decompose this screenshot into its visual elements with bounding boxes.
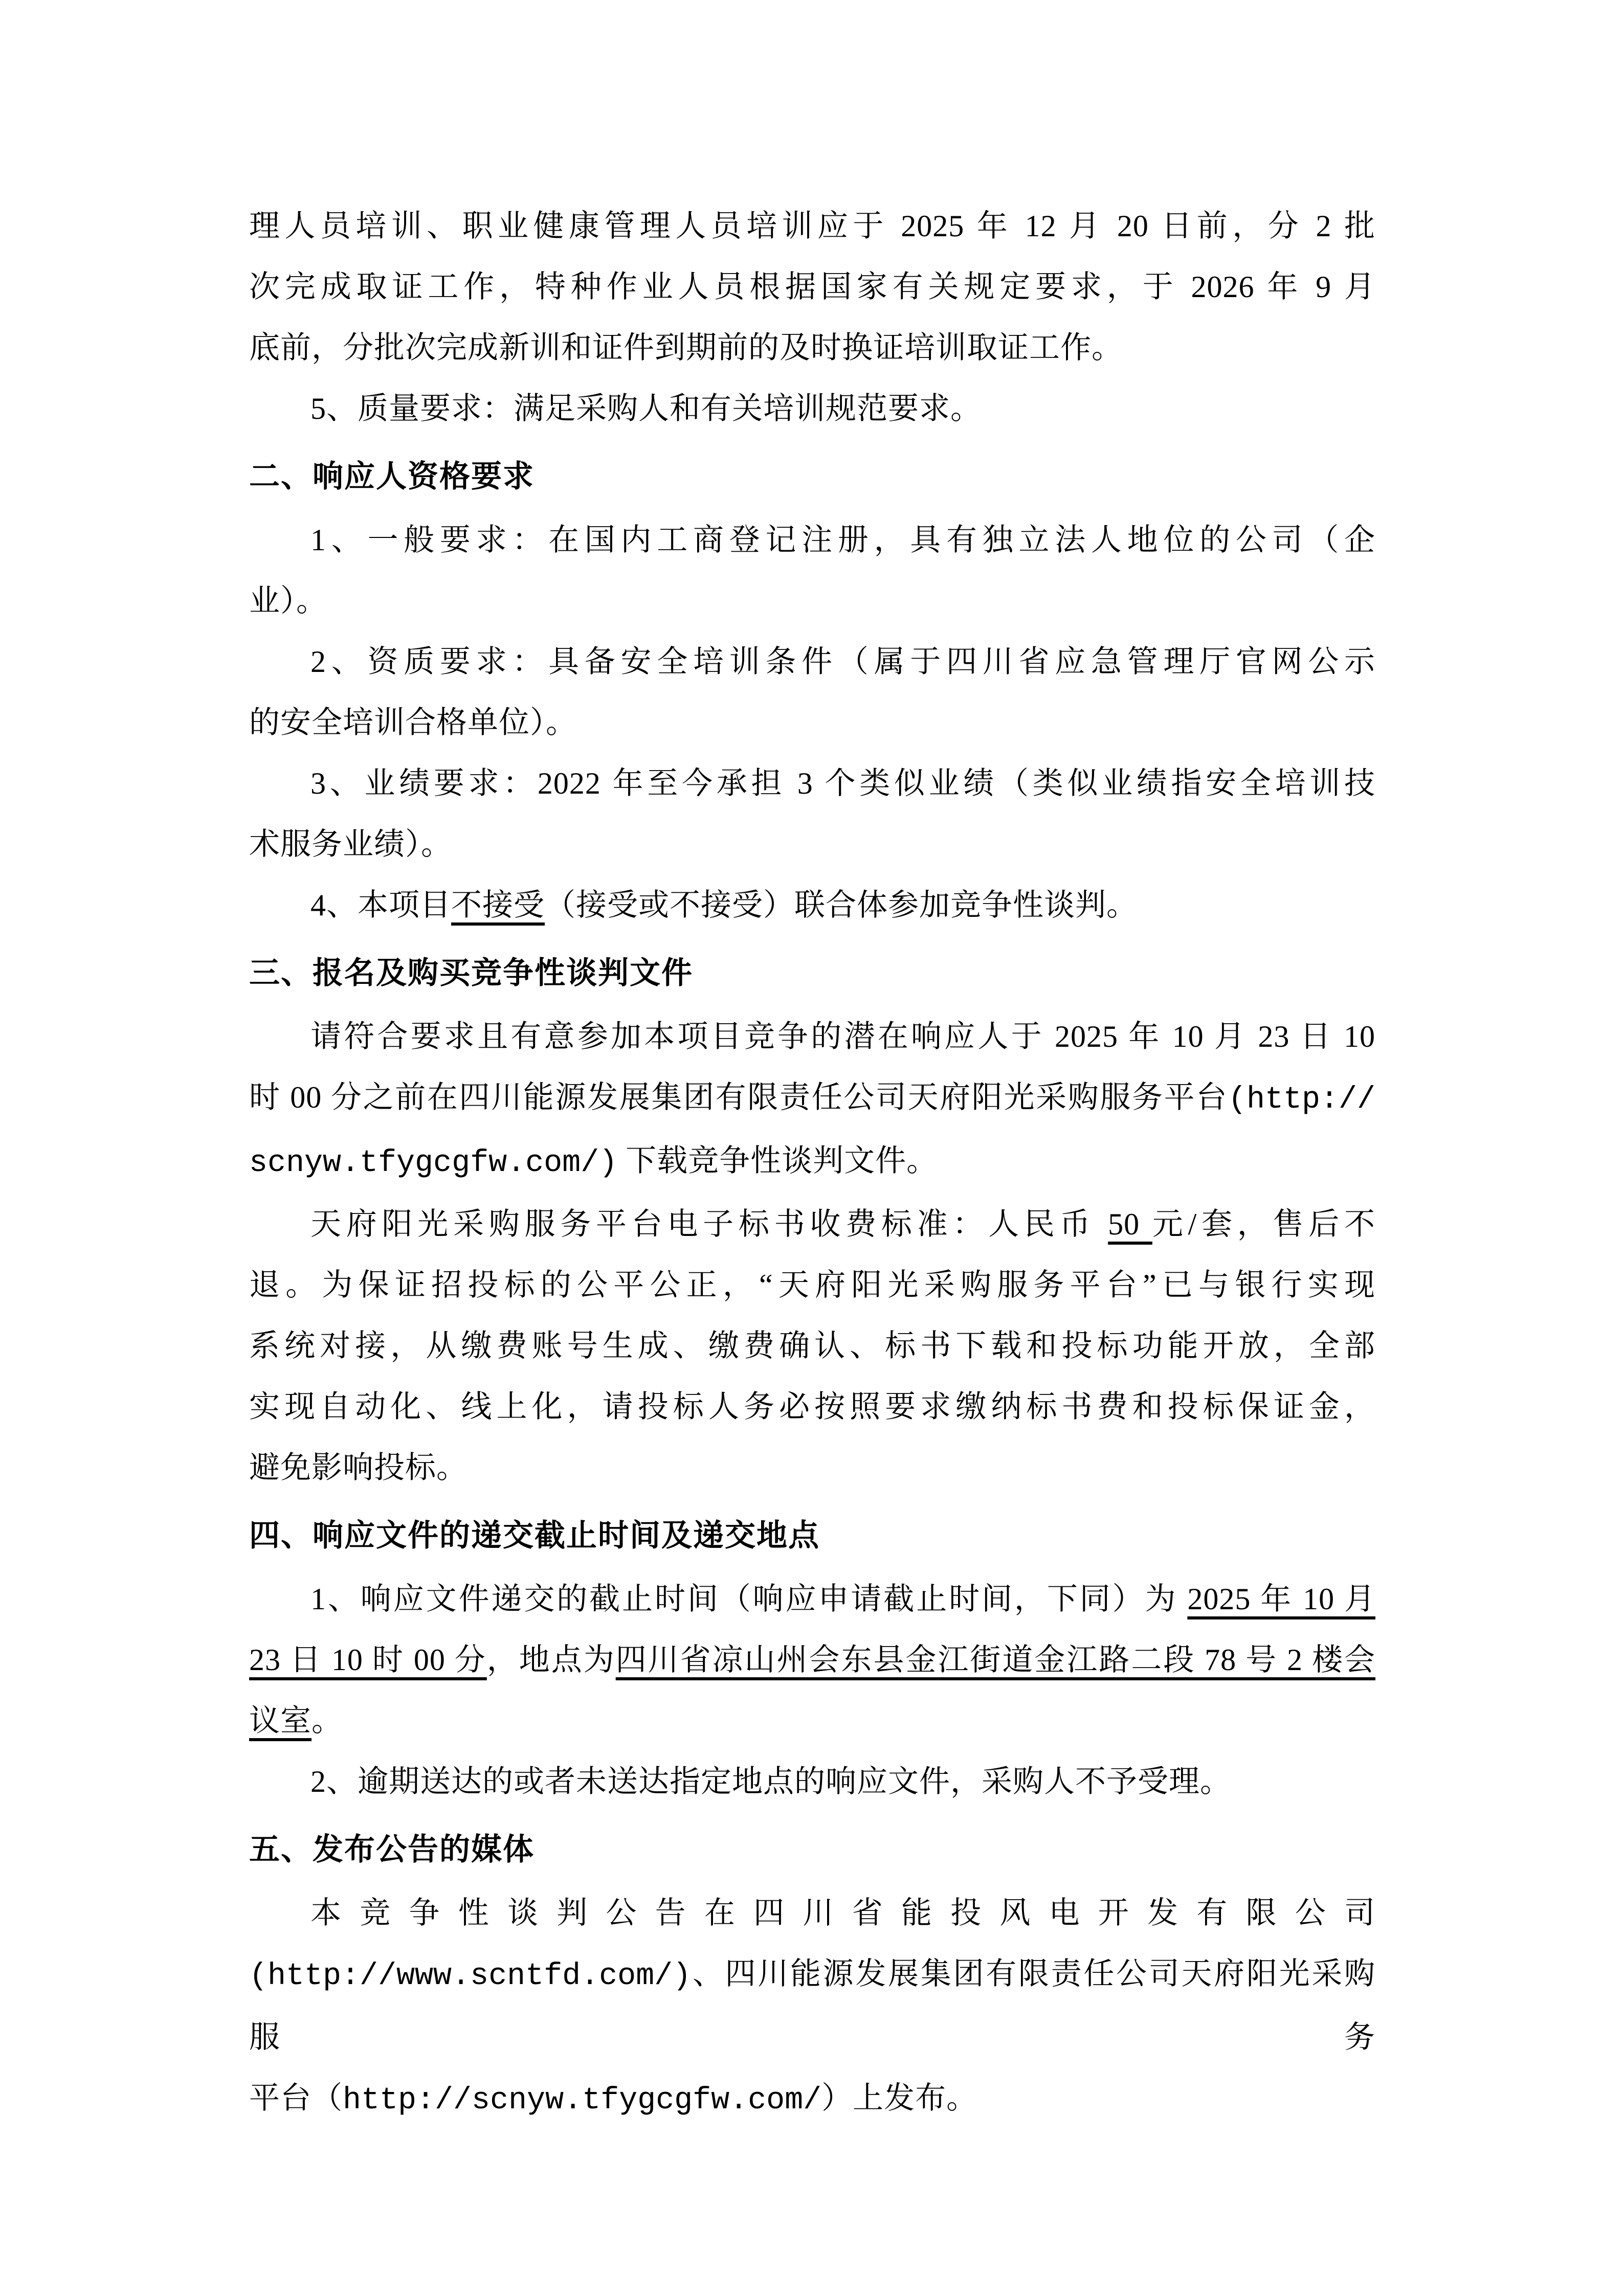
url-text: http://scnyw.tfygcgfw.com/ [343, 2083, 822, 2118]
text-segment: ）上发布。 [821, 2081, 978, 2115]
underlined-text: 23 日 10 时 00 分 [249, 1643, 487, 1677]
text-segment: 4、本项目 [310, 888, 451, 922]
text-segment: ，地点为 [486, 1643, 616, 1677]
section-heading: 三、报名及购买竞争性谈判文件 [249, 956, 693, 990]
url-text: (http:// [1228, 1083, 1375, 1117]
text-segment: 退。为保证招投标的公平公正，“天府阳光采购服务平台”已与银行实现 [249, 1268, 1375, 1302]
text-segment: 本竞争性谈判公告在四川省能投风电开发有限公司 [310, 1896, 1375, 1930]
text-line [249, 1131, 1375, 1194]
text-segment: 5、质量要求：满足采购人和有关培训规范要求。 [310, 392, 982, 425]
text-line [249, 632, 1375, 692]
underlined-text: 四川省凉山州会东县金江街道金江路二段 78 号 2 楼会 [615, 1643, 1376, 1677]
text-segment: 系统对接，从缴费账号生成、缴费确认、标书下载和投标功能开放，全部 [249, 1329, 1375, 1363]
text-line [249, 1751, 1375, 1812]
text-line [249, 510, 1375, 571]
text-line [249, 1194, 1375, 1255]
text-segment: 次完成取证工作，特种作业人员根据国家有关规定要求，于 2026 年 9 月 [249, 270, 1375, 304]
underlined-text: 不接受 [451, 888, 545, 922]
text-line [249, 1255, 1375, 1316]
text-segment: 请符合要求且有意参加本项目竞争的潜在响应人于 2025 年 10 月 23 日 10 [310, 1020, 1375, 1053]
text-line [249, 692, 1375, 753]
document-body [249, 196, 1375, 2131]
text-line [249, 1630, 1375, 1691]
text-segment: 2、逾期送达的或者未送达指定地点的响应文件，采购人不予受理。 [310, 1765, 1231, 1798]
text-line [249, 1569, 1375, 1630]
text-segment: 。 [312, 1704, 343, 1738]
text-segment: 业）。 [249, 584, 327, 618]
url-text: scnyw.tfygcgfw.com/) [249, 1146, 618, 1181]
underlined-text: 2025 年 10 月 [1187, 1582, 1375, 1616]
text-segment: 平台（ [249, 2081, 343, 2115]
url-text: (http://www.scntfd.com/) [249, 1959, 692, 1994]
text-segment: 元/套，售后不 [1152, 1207, 1376, 1241]
text-segment: 1、一般要求：在国内工商登记注册，具有独立法人地位的公司（企 [310, 523, 1375, 557]
text-line [249, 753, 1375, 814]
text-line [249, 378, 1375, 439]
text-segment: 天府阳光采购服务平台电子标书收费标准：人民币 [310, 1207, 1108, 1241]
text-segment: 术服务业绩）。 [249, 827, 452, 861]
section-heading: 五、发布公告的媒体 [249, 1833, 535, 1866]
text-line [249, 875, 1375, 936]
text-segment: 理人员培训、职业健康管理人员培训应于 2025 年 12 月 20 日前，分 2 批 [249, 209, 1375, 243]
text-segment: 避免影响投标。 [249, 1451, 468, 1484]
text-line [249, 571, 1375, 632]
text-line [249, 1067, 1375, 1131]
text-segment: 3、业绩要求：2022 年至今承担 3 个类似业绩（类似业绩指安全培训技 [310, 767, 1375, 800]
text-segment: 的安全培训合格单位）。 [249, 706, 577, 739]
text-segment: 下载竞争性谈判文件。 [617, 1144, 938, 1178]
text-line [249, 318, 1375, 378]
text-line [249, 1944, 1375, 2068]
text-line [249, 1437, 1375, 1498]
section-heading: 二、响应人资格要求 [249, 460, 535, 493]
text-segment: 实现自动化、线上化，请投标人务必按照要求缴纳标书费和投标保证金， [249, 1390, 1375, 1424]
text-line [249, 814, 1375, 875]
text-line [249, 1377, 1375, 1437]
text-segment: （接受或不接受）联合体参加竞争性谈判。 [545, 888, 1138, 922]
text-segment: 底前，分批次完成新训和证件到期前的及时换证培训取证工作。 [249, 331, 1123, 365]
text-segment: 1、响应文件递交的截止时间（响应申请截止时间，下同）为 [310, 1582, 1188, 1616]
text-line [249, 257, 1375, 318]
section-heading: 四、响应文件的递交截止时间及递交地点 [249, 1519, 820, 1552]
text-line [249, 1691, 1375, 1751]
text-line [249, 196, 1375, 257]
underlined-text: 50 [1108, 1207, 1152, 1241]
text-line [249, 1006, 1375, 1067]
text-line [249, 1883, 1375, 1944]
text-line [249, 2068, 1375, 2131]
text-segment: 、四川能源发展集团有限责任公司天府阳光采购服务 [249, 1957, 1375, 2054]
text-line [249, 1316, 1375, 1377]
underlined-text: 议室 [249, 1704, 312, 1738]
text-segment: 2、资质要求：具备安全培训条件（属于四川省应急管理厅官网公示 [310, 645, 1375, 679]
text-segment: 时 00 分之前在四川能源发展集团有限责任公司天府阳光采购服务平台 [249, 1081, 1228, 1114]
